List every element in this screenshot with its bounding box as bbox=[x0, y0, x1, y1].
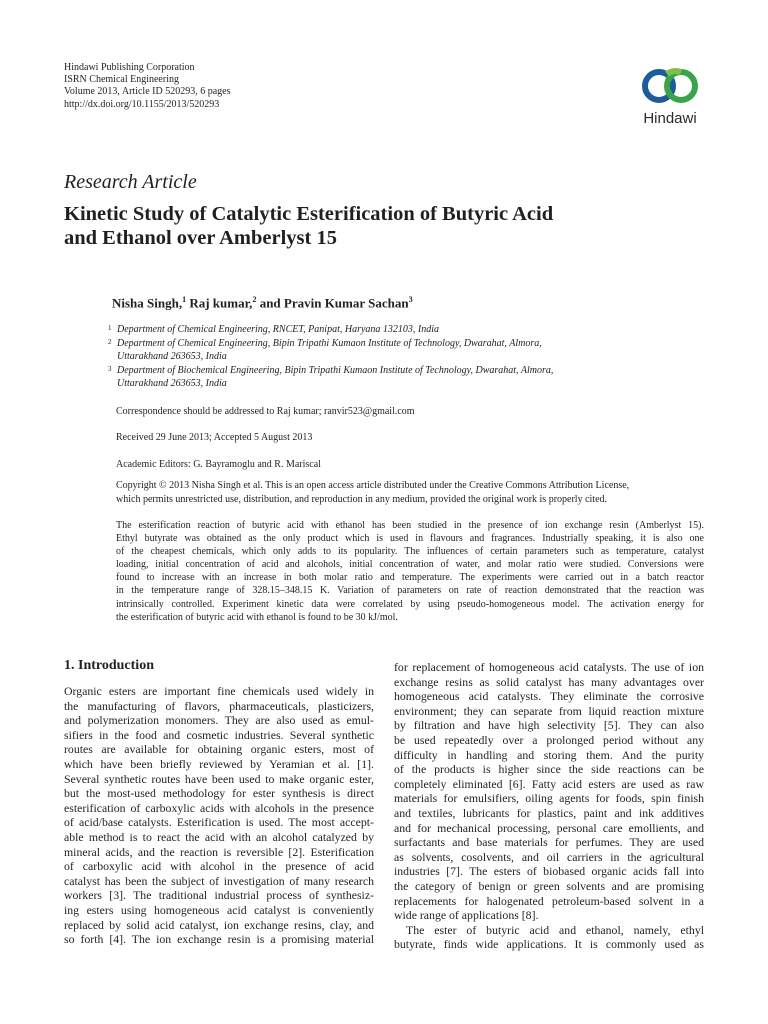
abstract-line: loading, initial concentration of acid and alcohols, initial concentration of water, and molar ratio were studied. Conversions were bbox=[116, 559, 704, 571]
abstract-line: in the temperature range of 328.15–348.15 K. Variation of parameters on rate of reaction demonstrated that the reaction was bbox=[116, 585, 704, 597]
affiliation-line: Uttarakhand 263653, India bbox=[117, 351, 227, 362]
body-line: and polymerization monomers. They are also used as emul- bbox=[64, 713, 374, 728]
body-line: the category of benign or green solvents and are promising bbox=[394, 878, 704, 893]
body-line: and for mechanical processing, personal care emollients, and bbox=[394, 820, 704, 835]
body-line: The ester of butyric acid and ethanol, namely, ethyl bbox=[406, 922, 704, 937]
doi-link[interactable]: http://dx.doi.org/10.1155/2013/520293 bbox=[64, 98, 220, 110]
body-line: by filtration and have high selectivity [5]. They can also bbox=[394, 718, 704, 733]
body-line: Several synthetic routes have been used to make organic ester, bbox=[64, 771, 374, 786]
academic-editors: Academic Editors: G. Bayramoglu and R. Mariscal bbox=[116, 459, 321, 470]
body-line: of the products is higher since the side reactions can be bbox=[394, 762, 704, 777]
body-line: workers [3]. The traditional industrial process of synthesiz- bbox=[64, 888, 374, 903]
body-line: able method is to react the acid with an alcohol catalyzed by bbox=[64, 829, 374, 844]
affiliation-line: Department of Chemical Engineering, RNCET, Panipat, Haryana 132103, India bbox=[117, 324, 440, 335]
body-line: homogeneous acid catalysts. They eliminate the corrosive bbox=[394, 689, 704, 704]
copyright-line: which permits unrestricted use, distribution, and reproduction in any medium, provided the original work is properly cited. bbox=[116, 493, 608, 505]
article-type: Research Article bbox=[64, 171, 197, 193]
body-line: so forth [4]. The ion exchange resin is a promising material bbox=[64, 932, 374, 947]
body-line: ing esters using homogeneous acid catalyst is conveniently bbox=[64, 902, 374, 917]
body-line: butyrate, finds wide applications. It is commonly used as bbox=[394, 937, 704, 952]
affiliation-number: 3 bbox=[108, 364, 112, 373]
body-line: catalyst has been the subject of investigation of many research bbox=[64, 873, 374, 888]
correspondence: Correspondence should be addressed to Raj kumar; ranvir523@gmail.com bbox=[116, 406, 415, 417]
abstract bbox=[116, 519, 704, 624]
body-line: for replacement of homogeneous acid catalysts. The use of ion bbox=[394, 660, 704, 674]
body-line: completely eliminated [6]. Fatty acid esters are used as raw bbox=[394, 776, 704, 791]
abstract-line: of the cheapest chemicals, which only adds to its popularity. The influences of certain parameters such as temperature, catalyst bbox=[116, 546, 704, 558]
body-line: exchange resins as solid catalyst has many advantages over bbox=[394, 674, 704, 689]
body-column-right bbox=[394, 660, 704, 952]
received-dates: Received 29 June 2013; Accepted 5 August 2013 bbox=[116, 432, 313, 443]
body-line: mineral acids, and the reaction is reversible [2]. Esterification bbox=[64, 844, 374, 859]
body-line: be used repeatedly over a prolonged period without any bbox=[394, 732, 704, 747]
body-column-left bbox=[64, 684, 374, 947]
hindawi-logo-text: Hindawi bbox=[643, 110, 697, 127]
affiliation bbox=[108, 323, 708, 337]
body-line: of acid/base catalysts. Esterification is used. The most accept- bbox=[64, 815, 374, 830]
body-line: industries [7]. The esters of biobased organic acids fall into bbox=[394, 864, 704, 879]
copyright-notice bbox=[116, 479, 629, 506]
author-name: and Pravin Kumar Sachan bbox=[256, 295, 409, 311]
author-affil-mark: 3 bbox=[408, 295, 413, 304]
author-affil-mark: 1 bbox=[182, 295, 187, 304]
body-line: the manufacturing of flavors, pharmaceuticals, plasticizers, bbox=[64, 698, 374, 713]
volume-info: Volume 2013, Article ID 520293, 6 pages bbox=[64, 86, 231, 98]
section-heading: 1. Introduction bbox=[64, 658, 154, 673]
body-line: environment; they can separate from liquid reaction mixture bbox=[394, 703, 704, 718]
title-line: and Ethanol over Amberlyst 15 bbox=[64, 227, 337, 249]
copyright-line: Copyright © 2013 Nisha Singh et al. This is an open access article distributed under the Creative Commons Attribution License, bbox=[116, 480, 630, 491]
affiliation-line: Uttarakhand 263653, India bbox=[117, 378, 227, 389]
affiliation bbox=[108, 337, 708, 364]
author-name: Raj kumar, bbox=[186, 295, 253, 311]
body-line: esterification of carboxylic acids with alcohols in the presence bbox=[64, 800, 374, 815]
body-line: surfactants and base materials for perfumes. They are used bbox=[394, 835, 704, 850]
author-affil-mark: 2 bbox=[252, 295, 257, 304]
hindawi-logo bbox=[634, 58, 706, 138]
abstract-line: intrinsically controlled. Experiment kinetic data were correlated by using pseudo-homogeneous model. The activation energy for bbox=[116, 598, 704, 610]
body-line: sifiers in the food and cosmetic industries. Several synthetic bbox=[64, 727, 374, 742]
journal-name: ISRN Chemical Engineering bbox=[64, 74, 179, 86]
title-line: Kinetic Study of Catalytic Esterification of Butyric Acid bbox=[64, 203, 554, 225]
body-line: as solvents, cosolvents, and oil carriers in the agricultural bbox=[394, 849, 704, 864]
abstract-line: The esterification reaction of butyric acid with ethanol has been studied in the presence of ion exchange resin (Amberlyst 15). bbox=[116, 520, 704, 531]
affiliation bbox=[108, 364, 708, 391]
abstract-line: found to increase with an increase in both molar ratio and temperature. The experiments were carried out in a batch reactor bbox=[116, 572, 704, 584]
affiliation-number: 2 bbox=[108, 337, 112, 346]
affiliation-line: Department of Chemical Engineering, Bipin Tripathi Kumaon Institute of Technology, Dwarahat, Almora, bbox=[117, 337, 542, 349]
affiliation-number: 1 bbox=[108, 324, 112, 332]
body-line: difficulty in handling and storing them. And the purity bbox=[394, 747, 704, 762]
body-line: replacements for halogenated petroleum-based solvent in a bbox=[394, 893, 704, 908]
body-line: routes are available for obtaining organic esters, most of bbox=[64, 742, 374, 757]
body-line: and textiles, lubricants for plastics, paint and ink additives bbox=[394, 805, 704, 820]
body-line: wide range of applications [8]. bbox=[394, 908, 539, 923]
body-line: but the most-used methodology for ester synthesis is direct bbox=[64, 786, 374, 801]
abstract-line: the esterification of butyric acid with ethanol is found to be 30 kJ/mol. bbox=[116, 611, 398, 623]
author-list bbox=[112, 295, 413, 311]
affiliations bbox=[108, 323, 708, 391]
affiliation-line: Department of Biochemical Engineering, Bipin Tripathi Kumaon Institute of Technology, Dwarahat, Almora, bbox=[117, 364, 554, 376]
body-line: replaced by solid acid catalyst, ion exchange resins, clay, and bbox=[64, 917, 374, 932]
article-title bbox=[64, 202, 624, 250]
publisher-name: Hindawi Publishing Corporation bbox=[64, 62, 195, 73]
body-line: of carboxylic acid with alcohol in the presence of acid bbox=[64, 859, 374, 874]
author-name: Nisha Singh, bbox=[112, 295, 183, 311]
abstract-line: Ethyl butyrate was obtained as the only product which is used in flavours and fragrances. Industrially speaking, it is also one bbox=[116, 533, 704, 545]
publication-info bbox=[64, 62, 230, 111]
body-line: Organic esters are important fine chemicals used widely in bbox=[64, 684, 374, 698]
body-line: materials for emulsifiers, oiling agents for foods, spin finish bbox=[394, 791, 704, 806]
hindawi-logo-icon bbox=[634, 58, 706, 110]
body-line: which have been briefly reviewed by Yeramian et al. [1]. bbox=[64, 756, 374, 771]
